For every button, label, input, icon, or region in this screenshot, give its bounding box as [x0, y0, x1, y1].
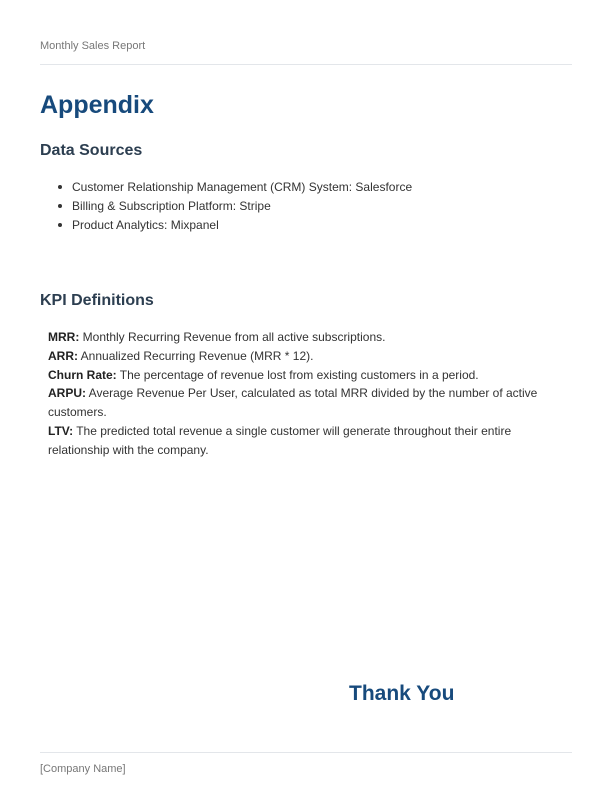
- kpi-definition-text: Monthly Recurring Revenue from all active subscriptions.: [79, 330, 386, 344]
- kpi-definition-text: Average Revenue Per User, calculated as total MRR divided by the number of active customers.: [48, 386, 538, 420]
- kpi-definition-text: Annualized Recurring Revenue (MRR * 12).: [78, 348, 314, 363]
- kpi-definition-item: [48, 366, 566, 385]
- kpi-term: Churn Rate:: [48, 367, 117, 382]
- appendix-title: Appendix: [40, 91, 154, 119]
- kpi-definitions-heading: KPI Definitions: [40, 292, 154, 309]
- kpi-definitions-list: [48, 328, 566, 460]
- company-name: [Company Name]: [40, 763, 126, 775]
- kpi-definition-item: [48, 422, 566, 460]
- kpi-term: ARR:: [48, 348, 78, 363]
- kpi-definition-item: [48, 328, 566, 347]
- report-title: Monthly Sales Report: [40, 40, 146, 52]
- data-source-item: Customer Relationship Management (CRM) System: Salesforce: [72, 178, 552, 197]
- kpi-definition-item: [48, 347, 566, 366]
- kpi-definition-item: [48, 384, 566, 422]
- data-sources-heading: Data Sources: [40, 142, 143, 159]
- kpi-definition-text: The percentage of revenue lost from existing customers in a period.: [116, 367, 479, 382]
- kpi-term: ARPU:: [48, 386, 86, 401]
- kpi-term: MRR:: [48, 330, 80, 344]
- data-source-item: Product Analytics: Mixpanel: [72, 216, 552, 235]
- kpi-term: LTV:: [48, 423, 74, 438]
- page-header: [40, 40, 572, 65]
- data-sources-list: [72, 178, 552, 235]
- data-source-item: Billing & Subscription Platform: Stripe: [72, 197, 552, 216]
- page-footer: [40, 752, 572, 776]
- thank-you-heading: Thank You: [349, 682, 455, 705]
- kpi-definition-text: The predicted total revenue a single customer will generate throughout their entire relationship with the company.: [48, 423, 512, 457]
